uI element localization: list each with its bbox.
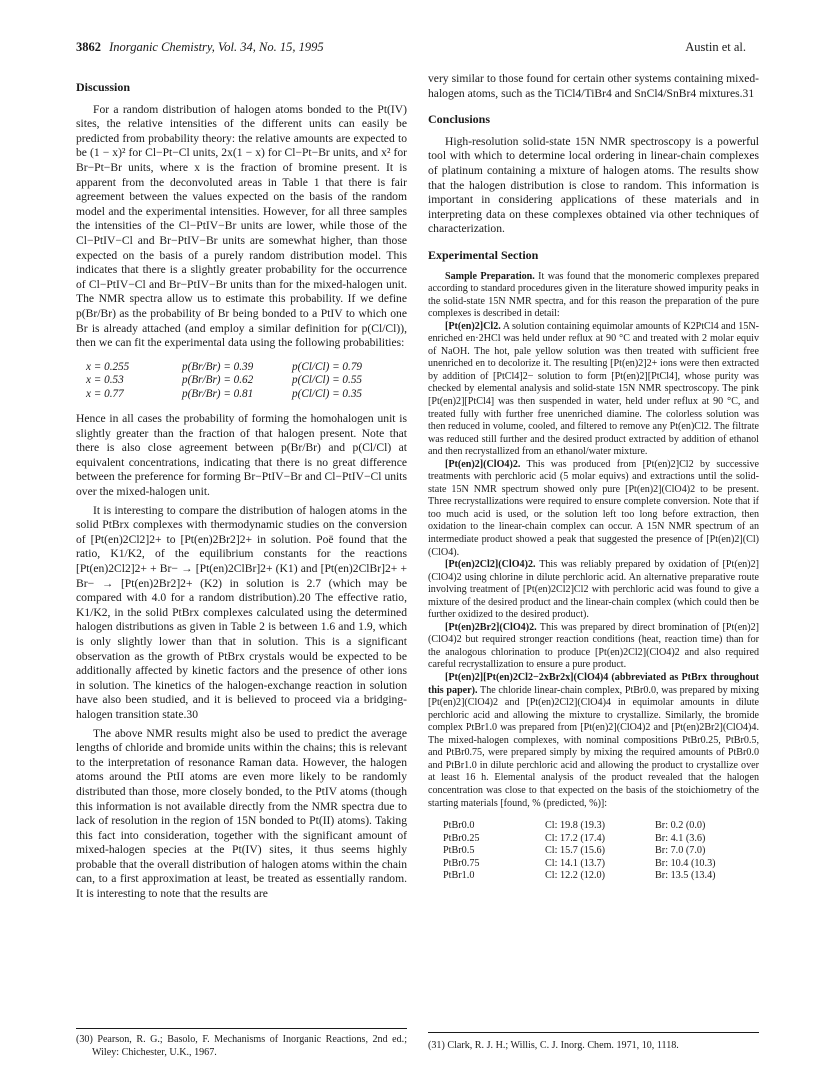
- probability-row: [86, 388, 407, 402]
- pbrbr-value: p(Br/Br) = 0.62: [182, 374, 254, 387]
- running-header: [76, 40, 746, 58]
- bromine-value: Br: 10.4 (10.3): [655, 857, 716, 869]
- ptenclo4-text: This was produced from [Pt(en)2]Cl2 by successive treatments with perchloric acid (5 molar equivs) and extractions until the solid-state 15N NMR spectrum showed only pure [Pt(en)2](ClO4)2 to be present. Three recrystallizations were required to ensure complete conversion. Note that if too much acid is used, or the solution left too long before extraction, then oxidation to the linear-chain complex can occur. A 15N NMR spectrum of an intermediate product showed a peak that suggested the presence of [Pt(en)2](Cl)(ClO4).: [428, 458, 759, 558]
- left-footnote-rule: [76, 1028, 407, 1029]
- conclusions-heading: Conclusions: [428, 112, 491, 127]
- chlorine-value: Cl: 19.8 (19.3): [545, 820, 605, 832]
- sample-preparation-paragraph: [428, 271, 759, 321]
- chlorine-value: Cl: 14.1 (13.7): [545, 857, 605, 869]
- right-footnotes: [428, 1040, 759, 1053]
- pclcl-value: p(Cl/Cl) = 0.35: [292, 388, 363, 401]
- linear-chain-runin: [Pt(en)2][Pt(en)2Cl2−2xBr2x](ClO4)4 (abbreviated as PtBrx throughout this paper).: [428, 672, 759, 696]
- discussion-paragraph-4: The above NMR results might also be used to predict the average lengths of chloride and bromide units within the chains; this is relevant to the interpretation of resonance Raman data. However, the halogen atoms around the PtII atoms are even more likely to be randomly distributed than those, more closely bonded, to the PtIV atoms (though this information is not available directly from the NMR spectra due to lack of resolution in the region of 15N bonded to Pt(II) atoms). Taking this fact into consideration, together with the significant amount of mixed-halogen species at the Pt(IV) sites, it thus seems highly probable that the overall distribution of halogen atoms within the chain can, to a first approximation at least, be treated as essentially random. It is interesting to note that the results are: [76, 726, 407, 901]
- experimental-heading: Experimental Section: [428, 247, 539, 262]
- ptencl2-text: A solution containing equimolar amounts of K2PtCl4 and 15N-enriched en·2HCl was held under reflux at 90 °C and treated with 2 molar equiv of NaOH. The hot, pale yellow solution was then treated with sufficient free unenriched en to decolorize it. The resulting [Pt(en)2]2+ ions were then extracted by addition of [PtCl4]2− solution to form [Pt(en)2][PtCl4], whose purity was checked by elemental analysis and solid-state 15N NMR spectroscopy. The pink [Pt(en)2][PtCl4] was then suspended in water, held under reflux at 90 °C, and treated fully with further free unenriched diamine. The colorless solution was then reduced in volume, cooled, and filtered to remove any Pt(en)Cl2. The filtrate was reduced still further and the desired product extracted by addition of ethanol and then recrystallized from an ethanol/water mixture.: [428, 320, 759, 458]
- analysis-row: [443, 858, 759, 871]
- bromine-value: Br: 13.5 (13.4): [655, 870, 716, 882]
- ptenbr2clo4-text: This was prepared by direct bromination of [Pt(en)2](ClO4)2 but required stronger reaction conditions (heat, reaction time) than for the analogous chlorination to produce [Pt(en)2Cl2](ClO4)2 and also required careful recrystallization to ensure a pure product.: [428, 621, 759, 671]
- pbrbr-value: p(Br/Br) = 0.81: [182, 388, 254, 401]
- left-footnotes: [76, 1034, 407, 1059]
- probability-row: [86, 374, 407, 388]
- right-footnote-rule: [428, 1032, 759, 1033]
- fraction-value: x = 0.53: [86, 374, 124, 387]
- sample-preparation-runin: Sample Preparation.: [445, 270, 535, 282]
- discussion-continuation: very similar to those found for certain other systems containing mixed-halogen atoms, such as the TiCl4/TiBr4 and SnCl4/SnBr4 mixtures.31: [428, 72, 759, 100]
- compound-name: PtBr0.5: [443, 845, 475, 857]
- elemental-analysis-table: [443, 820, 759, 883]
- analysis-row: [443, 820, 759, 833]
- compound-name: PtBr0.25: [443, 832, 480, 844]
- compound-name: PtBr0.0: [443, 820, 475, 832]
- fraction-value: x = 0.77: [86, 388, 124, 401]
- bromine-value: Br: 7.0 (7.0): [655, 845, 706, 857]
- probability-row: [86, 361, 407, 375]
- left-column: [76, 72, 407, 906]
- discussion-paragraph-1: For a random distribution of halogen atoms bonded to the Pt(IV) sites, the relative intensities of the different units can easily be predicted from probability theory: the relative amounts are expected to be (1 − x)² for Cl−Pt−Cl units, 2x(1 − x) for Cl−Pt−Br units, and x² for Br−Pt−Br units, where x is the fraction of bromine present. It is apparent from the deconvoluted areas in Table 1 that there is fair agreement between the values expected on the basis of the random model and the experimental intensities. However, for all three samples the intensities of the Cl−PtIV−Br units are lower, while those of the Cl−PtIV−Cl and Br−PtIV−Br units are somewhat higher, than those expected on the basis of a purely random distribution model. This indicates that there is a slightly greater probability for the occurrence of Cl−PtIV−Cl and Br−PtIV−Br units than for the mixed-halogen unit. The NMR spectra allow us to estimate this probability. If we define p(Br/Br) as the probability of Br being bonded to a PtIV to which one Br is already attached (and employ a similar definition for p(Cl/Cl)), then we can fit the experimental data using the following probabilities:: [76, 102, 407, 350]
- fraction-value: x = 0.255: [86, 360, 130, 373]
- ptencl2clo4-text: This was reliably prepared by oxidation of [Pt(en)2](ClO4)2 using chlorine in dilute perchloric acid. An alternative preparative route involving treatment of [Pt(en)2Cl2]Cl2 with perchloric acid was found to give a mixture of the desired product and the linear-chain complex (which could then be further oxidized to the desired product).: [428, 559, 759, 621]
- page-number: 3862: [76, 40, 101, 54]
- linear-chain-text: The chloride linear-chain complex, PtBr0.0, was prepared by mixing [Pt(en)2](ClO4)2 and [Pt(en)2Cl2](ClO4)4 in equimolar amounts in dilute perchloric acid and allowing the mixture to crystallize. Similarly, the bromide complex PtBr1.0 was prepared from [Pt(en)2](ClO4)2 and [Pt(en)2Br2](ClO4)4. The mixed-halogen complexes, with nominal compositions PtBr0.25, PtBr0.5, and PtBr0.75, were prepared simply by mixing the required amounts of PtBr0.0 and PtBr1.0 in dilute perchloric acid and allowing the product to crystallize over at least 16 h. Elemental analysis of the product revealed that the halogen concentration was close to that expected on the basis of the stoichiometry of the starting materials [found, % (predicted, %)]:: [428, 684, 759, 809]
- footnote-31: (31) Clark, R. J. H.; Willis, C. J. Inorg. Chem. 1971, 10, 1118.: [428, 1040, 679, 1051]
- chlorine-value: Cl: 15.7 (15.6): [545, 845, 605, 857]
- compound-name: PtBr1.0: [443, 870, 475, 882]
- conclusions-paragraph: High-resolution solid-state 15N NMR spectroscopy is a powerful tool with which to determine local ordering in linear-chain complexes of platinum containing a mixture of halogen atoms. The results show that the halogen distribution is close to random. This information is important in considering applications of these materials and in interpreting data on these complexes obtained via other techniques of characterization.: [428, 134, 759, 236]
- chlorine-value: Cl: 17.2 (17.4): [545, 832, 605, 844]
- ptencl2clo4-runin: [Pt(en)2Cl2](ClO4)2.: [445, 559, 536, 571]
- discussion-paragraph-3: It is interesting to compare the distribution of halogen atoms in the solid PtBrx complexes with thermodynamic studies on the conversion of [Pt(en)2Cl2]2+ to [Pt(en)2Br2]2+ in solution. Poë found that the ratio, K1/K2, of the equilibrium constants for the reactions [Pt(en)2Cl2]2+ + Br− → [Pt(en)2ClBr]2+ (K1) and [Pt(en)2ClBr]2+ + Br− → [Pt(en)2Br2]2+ (K2) in solution is 2.7 (which may be compared with 4.0 for a random distribution).20 The effective ratio, K1/K2, in the solid PtBrx complexes calculated using the determined halogen distributions as given in Table 2 is between 1.6 and 1.9, which is only slightly lower than that in solution. This is a significant observation as the growth of PtBrx crystals would be expected to be additionally affected by kinetic factors and the presence of other ions in solution. The kinetics of the halogen-exchange reaction in solution have also been studied, and it is believed to proceed via a bridging-halogen transition state.30: [76, 503, 407, 721]
- discussion-paragraph-2: Hence in all cases the probability of forming the homohalogen unit is slightly greater than the fraction of that halogen present. Note that there is also close agreement between p(Br/Br) and p(Cl/Cl) at equivalent concentrations, indicating that there is no great difference between the preference for forming Br−PtIV−Br and Cl−PtIV−Cl units over the mixed-halogen unit.: [76, 412, 407, 499]
- ptencl2clo4-paragraph: [428, 559, 759, 622]
- analysis-row: [443, 833, 759, 846]
- pclcl-value: p(Cl/Cl) = 0.55: [292, 374, 363, 387]
- bromine-value: Br: 0.2 (0.0): [655, 820, 706, 832]
- chlorine-value: Cl: 12.2 (12.0): [545, 870, 605, 882]
- pbrbr-value: p(Br/Br) = 0.39: [182, 360, 254, 373]
- journal-citation: Inorganic Chemistry, Vol. 34, No. 15, 1995: [109, 40, 324, 54]
- bromine-value: Br: 4.1 (3.6): [655, 832, 706, 844]
- ptenbr2clo4-runin: [Pt(en)2Br2](ClO4)2.: [445, 621, 537, 633]
- ptenbr2clo4-paragraph: [428, 622, 759, 672]
- ptenclo4-runin: [Pt(en)2](ClO4)2.: [445, 458, 521, 470]
- probability-table: [86, 361, 407, 402]
- footnote-30: (30) Pearson, R. G.; Basolo, F. Mechanisms of Inorganic Reactions, 2nd ed.; Wiley: Chichester, U.K., 1967.: [76, 1034, 407, 1058]
- right-column: [428, 72, 759, 883]
- compound-name: PtBr0.75: [443, 857, 480, 869]
- ptencl2-runin: [Pt(en)2]Cl2.: [445, 320, 501, 332]
- pclcl-value: p(Cl/Cl) = 0.79: [292, 360, 363, 373]
- ptencl2-paragraph: [428, 321, 759, 459]
- analysis-row: [443, 870, 759, 883]
- sample-preparation-text: It was found that the monomeric complexes prepared according to standard procedures given in the literature showed impurity peaks in the solid-state 15N NMR spectra, and for this reason the preparation of the pure complexes is described in detail:: [428, 270, 759, 320]
- ptenclo4-paragraph: [428, 459, 759, 559]
- running-authors: Austin et al.: [685, 40, 746, 54]
- discussion-heading: Discussion: [76, 80, 131, 94]
- analysis-row: [443, 845, 759, 858]
- linear-chain-paragraph: [428, 672, 759, 810]
- experimental-body: [428, 271, 759, 811]
